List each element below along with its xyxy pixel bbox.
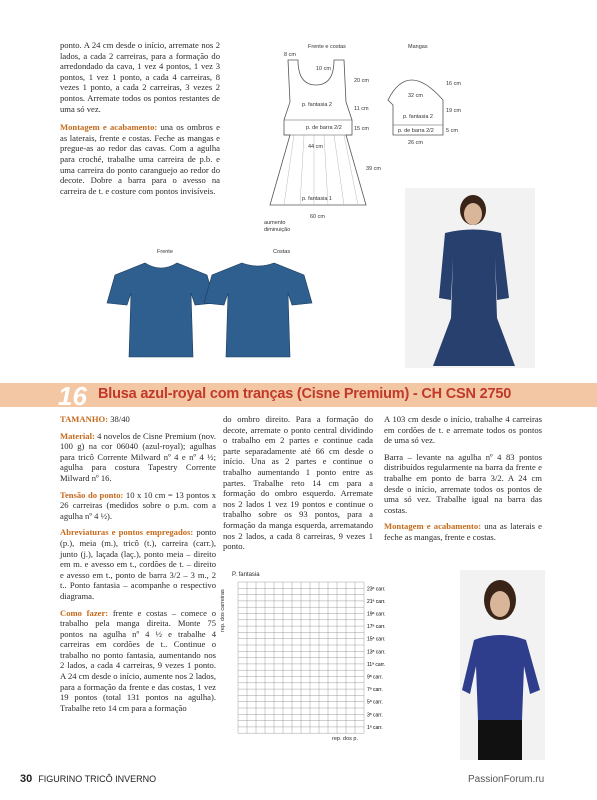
- page-number: 30: [20, 773, 33, 785]
- sketch-front-label: Frente: [157, 249, 173, 255]
- sketch-back-label: Costas: [273, 249, 291, 255]
- chart-row-label: 15ª carr.: [367, 636, 386, 643]
- col3-paragraph-1: A 103 cm desde o início, trabalhe 4 carreiras em cordões de t. e arremate todos os pontos de uma só vez.: [384, 414, 542, 446]
- instructions-column-2: [223, 414, 373, 558]
- label-26cm: 26 cm: [408, 140, 423, 146]
- legend-decrease: diminuição: [264, 227, 291, 233]
- instructions-column-1: [60, 414, 216, 719]
- chart-row-label: 9ª carr.: [367, 674, 383, 681]
- chart-grid: [238, 582, 364, 733]
- chart-row-label: 3ª carr.: [367, 712, 383, 719]
- watermark: PassionForum.ru: [468, 774, 545, 785]
- pattern-banner: [0, 381, 597, 411]
- chart-row-label: 13ª carr.: [367, 649, 386, 656]
- label-10cm: 10 cm: [316, 66, 331, 72]
- schematic-body-title: Frente e costas: [308, 44, 346, 50]
- pattern-number: 16: [58, 381, 87, 411]
- label-44cm: 44 cm: [308, 144, 323, 150]
- label-sleeve-fantasia: p. fantasia 2: [403, 114, 433, 120]
- material-paragraph: [60, 431, 216, 484]
- label-19cm: 19 cm: [446, 108, 461, 114]
- chart-row-label: 17ª carr.: [367, 624, 386, 631]
- sleeve-outline: [388, 80, 443, 135]
- assembly-text: una os ombros e as laterais, frente e costas. Feche as mangas e pregue-as ao redor das cavas. Com a agulha para croché, trabalhe uma carreira de p.b. e uma carreira do ponto caranguejo ao redor do decote. Dobre a barra para o avesso na carreira de t. e costure com pontos invisíveis.: [60, 122, 220, 196]
- chart-left-label: rep. dos carreiras: [220, 589, 226, 632]
- model-photo-blouse: [460, 570, 545, 760]
- chart-row-label: 5ª carr.: [367, 699, 383, 706]
- size-paragraph: [60, 414, 216, 425]
- body-outline: [270, 60, 366, 205]
- material-heading: Material:: [60, 430, 95, 441]
- col2-paragraph: do ombro direito. Para a formação do decote, arremate o ponto central dividindo o trabalho em 2 partes e continue cada parte separadamente até 66 cm desde o início. Una as 2 partes e continue o trabalho aumentando 1 ponto entre as partes. Trabalhe reto 14 cm para a formação do ombro esquerdo. Arremate nos 2 lados 1 vez 19 pontos e continue o trabalho sobre os 93 pontos, para a formação da manga esquerda, arrematando nos 2 lados, a cada 8 carreiras, 9 vezes 1 ponto.: [223, 414, 373, 552]
- material-text: 4 novelos de Cisne Premium (nov. 100 g) na cor 06040 (azul-royal); agulhas para tricô Corrente Milward nº 4 e nº 4 ½; agulha para costura Tapestry Corrente Milward nº 16.: [60, 430, 216, 483]
- stitch-chart: [220, 572, 394, 750]
- label-16cm: 16 cm: [446, 81, 461, 87]
- size-text: 38/40: [108, 414, 130, 424]
- tension-paragraph: [60, 490, 216, 522]
- garment-sketches: [95, 245, 315, 365]
- chart-bottom-label: rep. dos p.: [332, 736, 358, 742]
- howto-paragraph: [60, 608, 216, 714]
- col3-paragraph-3: [384, 521, 542, 542]
- col3-paragraph-2: Barra – levante na agulha nº 4 83 pontos distribuídos regularmente na barra da frente e trabalhe em ponto de barra 3/2. A 24 cm desde o início, arremate todos os pontos de uma só vez. Trabalhe igual na barra das costas.: [384, 451, 542, 515]
- size-heading: TAMANHO:: [60, 414, 109, 424]
- magazine-name: FIGURINO TRICÔ INVERNO: [38, 774, 157, 784]
- top-paragraph: ponto. A 24 cm desde o início, arremate nos 2 lados, a cada 2 carreiras, para a formação do arredondado da cava, 1 vez 4 pontos, 1 vez 3 pontos, 1 vez 1 ponto, a cada 4 carreiras, 8 vezes 1 ponto, a cada 2 carreiras, 3 vezes 2 pontos. Arremate todos os pontos restantes de uma só vez.: [60, 40, 220, 114]
- tension-heading: Tensão do ponto:: [60, 489, 124, 500]
- label-barra: p. de barra 2/2: [306, 125, 342, 131]
- label-60cm: 60 cm: [310, 214, 325, 220]
- label-20cm: 20 cm: [354, 78, 369, 84]
- assembly-heading: Montagem e acabamento:: [60, 122, 158, 133]
- front-sketch: [107, 263, 215, 357]
- chart-title: P. fantasia: [232, 572, 260, 578]
- chart-row-label: 23ª carr.: [367, 586, 386, 593]
- schematic-sleeve-title: Mangas: [408, 44, 428, 50]
- abbrev-text: ponto (p.), meia (m.), tricô (t.), carreira (carr.), junto (j.), laçada (laç.), ponto meia – direito em m. e avesso em t., cordões de t. – direito e avesso em t., ponto de barra 3/2 – 3 m., 2 t.. Ponto fantasia – acompanhe o respectivo diagrama.: [60, 527, 216, 601]
- label-11cm: 11 cm: [354, 106, 369, 112]
- chart-row-label: 19ª carr.: [367, 611, 386, 618]
- label-39cm: 39 cm: [366, 166, 381, 172]
- chart-row-label: 7ª carr.: [367, 687, 383, 694]
- label-5cm: 5 cm: [446, 128, 458, 134]
- chart-row-label: 11ª carr.: [367, 661, 386, 668]
- label-8cm: 8 cm: [284, 52, 296, 58]
- abbrev-heading: Abreviaturas e pontos empregados:: [60, 527, 194, 538]
- label-fantasia-1: p. fantasia 1: [302, 196, 332, 202]
- assembly-paragraph: [60, 122, 220, 196]
- label-fantasia-2: p. fantasia 2: [302, 102, 332, 108]
- label-sleeve-barra: p. de barra 2/2: [398, 128, 434, 134]
- col3-assembly-text: una as laterais e feche as mangas, frente e costas.: [384, 521, 542, 542]
- back-sketch: [204, 263, 312, 357]
- pattern-title: Blusa azul-royal com tranças (Cisne Premium) - CH CSN 2750: [98, 386, 512, 402]
- abbrev-paragraph: [60, 527, 216, 601]
- instructions-column-3: [384, 414, 542, 549]
- howto-heading: Como fazer:: [60, 607, 109, 618]
- model-photo-dress: [405, 188, 535, 368]
- tension-text: 10 x 10 cm = 13 pontos x 26 carreiras (medidos sobre o p.m. com a agulha nº 4 ½).: [60, 489, 216, 521]
- label-32cm: 32 cm: [408, 93, 423, 99]
- label-15cm: 15 cm: [354, 126, 369, 132]
- howto-text: frente e costas – comece o trabalho pela manga direita. Monte 75 pontos na agulha nº 4 ½ e trabalhe 4 carreiras em cordões de t.. Continue o trabalho no ponto fantasia, aumentando nos 2 lados, a cada 4 carreiras, 9 vezes 1 ponto. A 24 cm desde o início, aumente nos 2 lados, para a formação da frente e das costas, 1 vez 19 pontos (total 131 pontos na agulha). Trabalhe reto 14 cm para a formação: [60, 607, 216, 713]
- col3-assembly-heading: Montagem e acabamento:: [384, 521, 482, 532]
- top-text-column: [60, 40, 220, 196]
- chart-row-label: 1ª carr.: [367, 724, 383, 731]
- chart-row-label: 21ª carr.: [367, 598, 386, 605]
- page-footer: [20, 773, 156, 785]
- legend-increase: aumento: [264, 220, 286, 226]
